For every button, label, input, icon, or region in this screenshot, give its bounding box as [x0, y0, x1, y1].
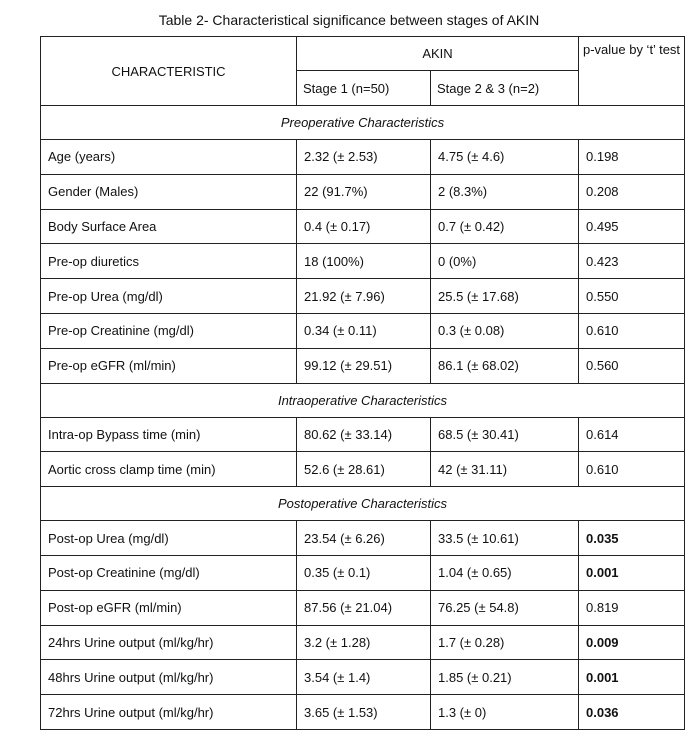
stage23-cell: 68.5 (± 30.41)	[431, 417, 579, 452]
characteristic-cell: Age (years)	[41, 140, 297, 175]
header-pvalue: p-value by ‘t’ test	[579, 37, 685, 106]
stage23-cell: 4.75 (± 4.6)	[431, 140, 579, 175]
table-row	[41, 521, 685, 556]
characteristic-cell: Intra-op Bypass time (min)	[41, 417, 297, 452]
characteristic-cell: Gender (Males)	[41, 174, 297, 209]
table-body	[41, 106, 685, 730]
section-title: Postoperative Characteristics	[41, 487, 685, 521]
pvalue-cell: 0.001	[579, 555, 685, 590]
stage1-cell: 0.34 (± 0.11)	[297, 313, 431, 348]
pvalue-cell: 0.423	[579, 244, 685, 279]
stage1-cell: 22 (91.7%)	[297, 174, 431, 209]
pvalue-cell: 0.009	[579, 625, 685, 660]
section-row	[41, 487, 685, 521]
stage23-cell: 42 (± 31.11)	[431, 452, 579, 487]
section-title: Intraoperative Characteristics	[41, 383, 685, 417]
section-title: Preoperative Characteristics	[41, 106, 685, 140]
stage23-cell: 1.04 (± 0.65)	[431, 555, 579, 590]
pvalue-cell: 0.610	[579, 313, 685, 348]
pvalue-cell: 0.495	[579, 209, 685, 244]
stage1-cell: 3.65 (± 1.53)	[297, 695, 431, 730]
characteristic-cell: Post-op eGFR (ml/min)	[41, 590, 297, 625]
characteristic-cell: Post-op Creatinine (mg/dl)	[41, 555, 297, 590]
stage23-cell: 0.3 (± 0.08)	[431, 313, 579, 348]
characteristic-cell: Pre-op diuretics	[41, 244, 297, 279]
akin-table	[40, 36, 685, 730]
characteristic-cell: Aortic cross clamp time (min)	[41, 452, 297, 487]
header-stage23: Stage 2 & 3 (n=2)	[431, 71, 579, 106]
pvalue-cell: 0.550	[579, 279, 685, 314]
stage1-cell: 21.92 (± 7.96)	[297, 279, 431, 314]
stage1-cell: 3.2 (± 1.28)	[297, 625, 431, 660]
characteristic-cell: Post-op Urea (mg/dl)	[41, 521, 297, 556]
section-row	[41, 383, 685, 417]
section-row	[41, 106, 685, 140]
table-row	[41, 695, 685, 730]
stage23-cell: 1.7 (± 0.28)	[431, 625, 579, 660]
stage1-cell: 80.62 (± 33.14)	[297, 417, 431, 452]
stage23-cell: 0.7 (± 0.42)	[431, 209, 579, 244]
characteristic-cell: Pre-op Urea (mg/dl)	[41, 279, 297, 314]
characteristic-cell: Pre-op Creatinine (mg/dl)	[41, 313, 297, 348]
table-row	[41, 174, 685, 209]
stage23-cell: 1.85 (± 0.21)	[431, 660, 579, 695]
stage23-cell: 76.25 (± 54.8)	[431, 590, 579, 625]
pvalue-cell: 0.035	[579, 521, 685, 556]
stage23-cell: 86.1 (± 68.02)	[431, 348, 579, 383]
stage23-cell: 33.5 (± 10.61)	[431, 521, 579, 556]
pvalue-cell: 0.610	[579, 452, 685, 487]
characteristic-cell: 24hrs Urine output (ml/kg/hr)	[41, 625, 297, 660]
characteristic-cell: Body Surface Area	[41, 209, 297, 244]
stage1-cell: 0.35 (± 0.1)	[297, 555, 431, 590]
table-row	[41, 244, 685, 279]
stage1-cell: 23.54 (± 6.26)	[297, 521, 431, 556]
stage1-cell: 87.56 (± 21.04)	[297, 590, 431, 625]
characteristic-cell: 72hrs Urine output (ml/kg/hr)	[41, 695, 297, 730]
table-caption: Table 2- Characteristical significance between stages of AKIN	[158, 12, 540, 28]
table-row	[41, 555, 685, 590]
stage23-cell: 1.3 (± 0)	[431, 695, 579, 730]
table-row	[41, 417, 685, 452]
stage1-cell: 0.4 (± 0.17)	[297, 209, 431, 244]
stage23-cell: 25.5 (± 17.68)	[431, 279, 579, 314]
pvalue-cell: 0.560	[579, 348, 685, 383]
stage23-cell: 2 (8.3%)	[431, 174, 579, 209]
table-row	[41, 140, 685, 175]
stage23-cell: 0 (0%)	[431, 244, 579, 279]
header-stage1: Stage 1 (n=50)	[297, 71, 431, 106]
pvalue-cell: 0.001	[579, 660, 685, 695]
pvalue-cell: 0.208	[579, 174, 685, 209]
stage1-cell: 99.12 (± 29.51)	[297, 348, 431, 383]
table-row	[41, 209, 685, 244]
table-row	[41, 625, 685, 660]
header-characteristic: CHARACTERISTIC	[41, 37, 297, 106]
characteristic-cell: 48hrs Urine output (ml/kg/hr)	[41, 660, 297, 695]
stage1-cell: 2.32 (± 2.53)	[297, 140, 431, 175]
characteristic-cell: Pre-op eGFR (ml/min)	[41, 348, 297, 383]
table-row	[41, 660, 685, 695]
pvalue-cell: 0.819	[579, 590, 685, 625]
table-row	[41, 452, 685, 487]
table-row	[41, 348, 685, 383]
stage1-cell: 18 (100%)	[297, 244, 431, 279]
table-row	[41, 313, 685, 348]
table-row	[41, 279, 685, 314]
table-row	[41, 590, 685, 625]
pvalue-cell: 0.614	[579, 417, 685, 452]
header-akin: AKIN	[297, 37, 579, 71]
stage1-cell: 52.6 (± 28.61)	[297, 452, 431, 487]
pvalue-cell: 0.036	[579, 695, 685, 730]
stage1-cell: 3.54 (± 1.4)	[297, 660, 431, 695]
pvalue-cell: 0.198	[579, 140, 685, 175]
